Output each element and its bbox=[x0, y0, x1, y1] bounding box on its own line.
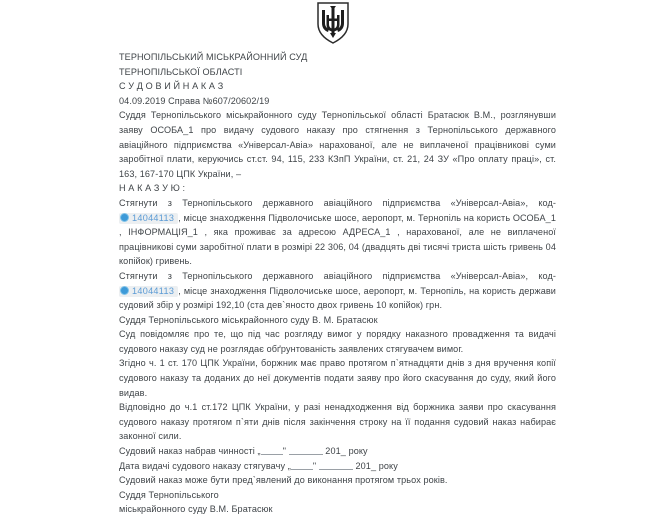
intro-paragraph: Суддя Тернопільського міськрайонного суду Тернопільської області Братасюк В.М., розглянувши заяву ОСОБА_1 про видачу судового наказу про стягнення з Тернопільського державного авіаційного підприємства «Універсал-Авіа» нарахованої, але не виплаченої працівникові суми заробітної плати, керуючись ст.ст. 94, 115, 233 КЗпП України, ст. 21, 24 ЗУ «Про оплату праці», ст. 163, 167-170 ЦПК України, – bbox=[119, 110, 556, 179]
document-body bbox=[119, 50, 556, 517]
notice-paragraph-3: Відповідно до ч.1 ст.172 ЦПК України, у разі ненадходження від боржника заяви про скасування судового наказу протягом п`яти днів після закінчення строку на її подання судовий наказ набирає законної сили. bbox=[119, 402, 556, 442]
effective-month-blank bbox=[289, 446, 323, 455]
court-name-line-1: ТЕРНОПІЛЬСЬКИЙ МІСЬКРАЙОННИЙ СУД bbox=[119, 52, 308, 62]
issue-quote-close: " bbox=[312, 460, 317, 471]
clause-2-text-before-code: Стягнути з Тернопільського державного авіаційного підприємства «Універсал-Авіа», код- bbox=[119, 270, 556, 281]
blue-dot-icon bbox=[120, 286, 129, 295]
edrpou-code-value-2: 14044113 bbox=[132, 285, 175, 296]
notice-paragraph-2: Згідно ч. 1 ст. 170 ЦПК України, боржник має право протягом п`ятнадцяти днів з дня вручення копії судового наказу та доданих до неї документів подати заяву про його скасування до суду, який його видав. bbox=[119, 358, 556, 398]
judge-line-middle: Суддя Тернопільського міськрайонного суду В. М. Братасюк bbox=[119, 314, 378, 325]
clause-2-paragraph bbox=[119, 269, 556, 313]
edrpou-code-chip-1[interactable] bbox=[119, 213, 178, 224]
signature-line-1: Суддя Тернопільського bbox=[119, 489, 219, 500]
effective-year-suffix: _ року bbox=[340, 446, 368, 457]
effective-date-label: Судовий наказ набрав чинності bbox=[119, 446, 258, 457]
effective-date-blanks bbox=[258, 446, 368, 456]
order-keyword: Н А К А З У Ю : bbox=[119, 183, 186, 194]
clause-1-text-after-code: , місце знаходження Підволочиське шосе, аеропорт, м. Тернопіль на користь ОСОБА_1 , ІНФОРМАЦІЯ_1 , яка проживає за адресою АДРЕСА_1 , нарахованої, але не виплаченої працівникові суми заробітної плати в розмірі 22 306, 04 (двадцять дві тисячі триста шість гривень 04 копійок) гривень. bbox=[119, 212, 556, 267]
signature-line-2: міськрайонного суду В.М. Братасюк bbox=[119, 504, 273, 515]
edrpou-code-chip-2[interactable] bbox=[119, 286, 178, 297]
issue-date-line bbox=[119, 459, 556, 474]
issue-year-suffix: _ року bbox=[370, 460, 398, 471]
enforcement-period-line: Судовий наказ може бути пред`явлений до виконання протягом трьох років. bbox=[119, 475, 448, 486]
effective-quote-open: „ bbox=[257, 446, 261, 457]
effective-day-blank bbox=[261, 446, 283, 455]
issue-quote-open: „ bbox=[287, 460, 291, 471]
court-name-line-2: ТЕРНОПІЛЬСЬКОЇ ОБЛАСТІ bbox=[119, 66, 243, 77]
blue-dot-icon bbox=[120, 213, 129, 222]
issue-month-blank bbox=[319, 461, 353, 470]
notice-paragraph-1: Суд повідомляє про те, що під час розгляду вимог у порядку наказного провадження та видачі судового наказу суд не розглядає обґрунтованість заявлених стягувачем вимог. bbox=[119, 329, 556, 354]
case-number-line: 04.09.2019 Справа №607/20602/19 bbox=[119, 95, 270, 106]
issue-date-blanks bbox=[288, 461, 398, 471]
clause-1-paragraph bbox=[119, 196, 556, 269]
clause-1-text-before-code: Стягнути з Тернопільського державного авіаційного підприємства «Універсал-Авіа», код- bbox=[119, 197, 556, 208]
ukraine-trident-coat-of-arms-icon bbox=[317, 2, 349, 44]
effective-year-prefix: 201 bbox=[325, 446, 341, 457]
issue-day-blank bbox=[291, 461, 313, 470]
clause-2-text-after-code: , місце знаходження Підволочиське шосе, аеропорт, м. Тернопіль, на користь держави судовий збір у розмірі 192,10 (ста дев`яносто двох гривень 10 копійок) грн. bbox=[119, 285, 556, 311]
issue-date-label: Дата видачі судового наказу стягувачу bbox=[119, 460, 288, 471]
issue-year-prefix: 201 bbox=[355, 460, 371, 471]
coat-of-arms-container bbox=[0, 2, 665, 46]
effective-date-line bbox=[119, 444, 556, 459]
document-title: С У Д О В И Й Н А К А З bbox=[119, 81, 224, 92]
effective-quote-close: " bbox=[282, 446, 287, 457]
edrpou-code-value-1: 14044113 bbox=[132, 212, 175, 223]
